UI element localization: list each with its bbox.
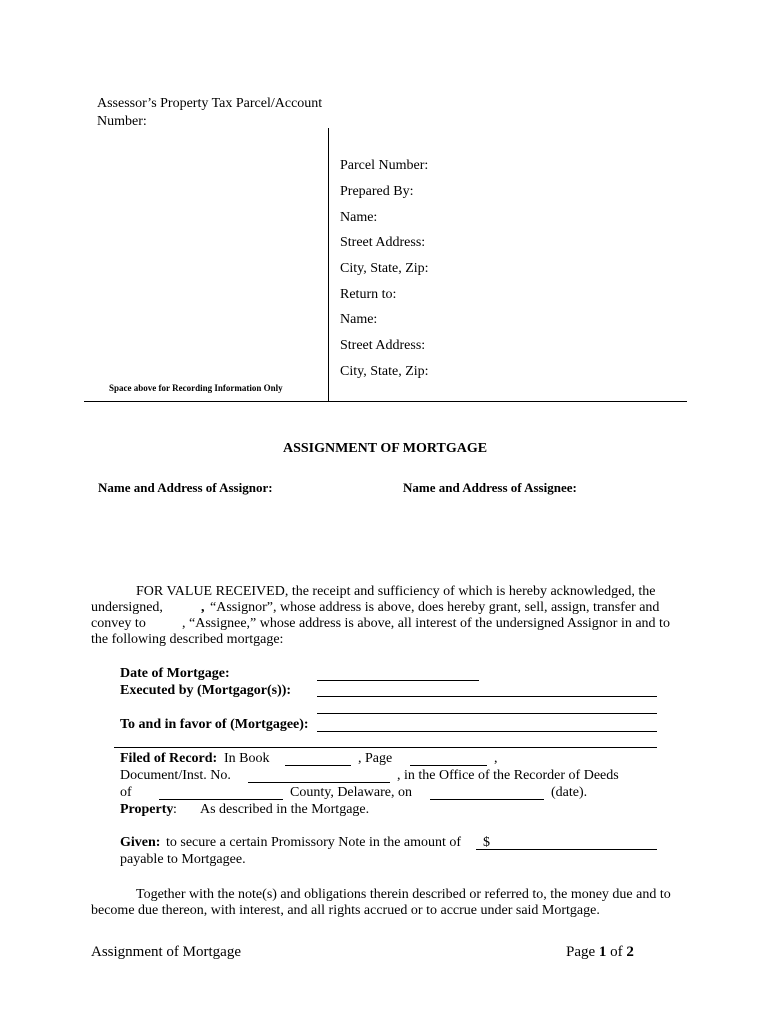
preparer-name-label: Name: <box>340 210 378 225</box>
body-line-2-start: undersigned, <box>91 600 163 615</box>
doc-inst-label: Document/Inst. No. <box>120 768 231 783</box>
body-line-1: FOR VALUE RECEIVED, the receipt and sufficiency of which is hereby acknowledged, the <box>136 584 656 599</box>
page-total: 2 <box>626 944 634 960</box>
county-blank[interactable] <box>159 799 283 800</box>
doc-inst-blank[interactable] <box>248 782 390 783</box>
prepared-by-label: Prepared By: <box>340 184 414 199</box>
body-line-3-rest: , “Assignee,” whose address is above, all interest of the undersigned Assignor in and to <box>182 616 670 631</box>
mortgagee-label: To and in favor of (Mortgagee): <box>120 717 309 732</box>
recording-note: Space above for Recording Information Only <box>109 383 283 393</box>
mortgagee-blank-2[interactable] <box>114 747 657 748</box>
book-blank[interactable] <box>285 765 351 766</box>
preparer-city-label: City, State, Zip: <box>340 261 429 276</box>
in-book-label: In Book <box>224 751 270 766</box>
assessor-label-line2: Number: <box>97 114 147 129</box>
body-line-2-comma: , <box>201 600 205 615</box>
page-comma: , <box>494 751 498 766</box>
recording-date-blank[interactable] <box>430 799 544 800</box>
header-divider-vertical <box>328 128 329 402</box>
page-label: , Page <box>358 751 393 766</box>
mortgagee-blank[interactable] <box>317 731 657 732</box>
executed-by-label: Executed by (Mortgagor(s)): <box>120 683 292 698</box>
filed-of-record-label: Filed of Record: <box>120 751 218 766</box>
property-text: As described in the Mortgage. <box>200 802 370 817</box>
dollar-sign: $ <box>483 835 490 850</box>
executed-by-blank[interactable] <box>317 696 657 697</box>
page-blank[interactable] <box>410 765 487 766</box>
payable-text: payable to Mortgagee. <box>120 852 246 867</box>
return-street-label: Street Address: <box>340 338 426 353</box>
footer-title: Assignment of Mortgage <box>91 944 241 960</box>
document-title: ASSIGNMENT OF MORTGAGE <box>282 441 488 456</box>
closing-line-2: become due thereon, with interest, and all rights accrued or to accrue under said Mortgage. <box>91 903 600 918</box>
executed-by-blank-2[interactable] <box>317 713 657 714</box>
property-colon: : <box>173 802 177 817</box>
page-prefix: Page <box>566 944 596 960</box>
property-label: Property <box>120 802 174 817</box>
body-line-3-start: convey to <box>91 616 146 631</box>
parcel-number-label: Parcel Number: <box>340 158 429 173</box>
preparer-street-label: Street Address: <box>340 235 426 250</box>
page-number: 1 <box>598 944 607 960</box>
county-text: County, Delaware, on <box>290 785 412 800</box>
given-text: to secure a certain Promissory Note in the amount of <box>166 835 462 850</box>
header-divider-horizontal <box>84 401 687 402</box>
date-paren: (date). <box>551 785 588 800</box>
return-to-label: Return to: <box>340 287 397 302</box>
closing-line-1: Together with the note(s) and obligations therein described or referred to, the money due and to <box>136 887 671 902</box>
assignee-label: Name and Address of Assignee: <box>403 480 577 495</box>
assignor-label: Name and Address of Assignor: <box>98 480 273 495</box>
return-name-label: Name: <box>340 312 378 327</box>
given-label: Given: <box>120 835 161 850</box>
amount-blank[interactable] <box>476 849 657 850</box>
return-city-label: City, State, Zip: <box>340 364 429 379</box>
body-line-2-rest: “Assignor”, whose address is above, does hereby grant, sell, assign, transfer and <box>210 600 660 615</box>
recorder-text: , in the Office of the Recorder of Deeds <box>397 768 619 783</box>
page-of: of <box>610 944 623 960</box>
assessor-label-line1: Assessor’s Property Tax Parcel/Account <box>97 96 323 111</box>
body-line-4: the following described mortgage: <box>91 632 284 647</box>
of-label: of <box>120 785 132 800</box>
date-of-mortgage-blank[interactable] <box>317 680 479 681</box>
date-of-mortgage-label: Date of Mortgage: <box>120 666 230 681</box>
page-indicator <box>566 943 634 961</box>
